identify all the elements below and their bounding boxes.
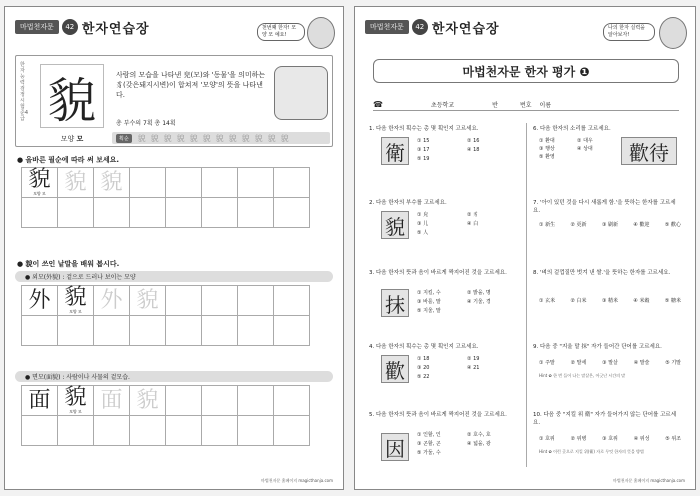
trace-char: 貌	[136, 387, 159, 413]
word2-definition: ● 면모(面貌) : 사람이나 사물의 겉모습.	[15, 371, 333, 382]
option[interactable]: ② 白米	[570, 298, 587, 304]
option[interactable]: ① 호위	[539, 436, 555, 442]
option[interactable]: ③ 儿	[417, 221, 429, 227]
grid-cell[interactable]	[238, 168, 274, 198]
answer-options	[417, 289, 517, 315]
grid-cell[interactable]	[58, 316, 94, 346]
grid-cell[interactable]	[274, 168, 310, 198]
writing-grid	[21, 167, 310, 228]
stroke-order-char: 貌	[189, 133, 198, 143]
speech-bubble: 천번째 한자! 모양 모 예요!	[257, 23, 305, 41]
reading-sound: 모	[76, 135, 84, 143]
illustration-icon	[274, 66, 328, 120]
sheet-header	[15, 17, 150, 37]
option[interactable]: ④ 米穀	[633, 298, 650, 304]
stroke-order-char: 貌	[202, 133, 211, 143]
grid-cell[interactable]	[202, 168, 238, 198]
option[interactable]: ⑤ 22	[417, 374, 430, 380]
trace-char: 外	[100, 287, 123, 313]
grid-cell[interactable]	[166, 386, 202, 416]
option[interactable]: ① 新生	[539, 222, 556, 228]
option[interactable]: ② 19	[467, 356, 480, 362]
question-9	[533, 343, 681, 403]
grid-cell[interactable]	[238, 286, 274, 316]
section-heading-words: ● 貌이 쓰인 낱말을 배워 봅시다.	[17, 260, 120, 268]
question-char: 抹	[381, 289, 409, 317]
grid-cell[interactable]	[58, 168, 94, 198]
number-label: 번호	[519, 102, 532, 109]
question-text: 2. 다음 한자의 부수를 고르세요.	[369, 200, 447, 206]
stroke-order-char: 貌	[228, 133, 237, 143]
stroke-order-char: 貌	[215, 133, 224, 143]
answer-options	[539, 359, 681, 366]
grid-cell[interactable]	[202, 286, 238, 316]
page-title: 한자연습장	[81, 21, 150, 37]
question-char: 歡	[381, 355, 409, 383]
question-5	[369, 411, 517, 479]
option[interactable]: ③ 행상	[539, 146, 555, 152]
grid-cell[interactable]	[22, 416, 58, 446]
word2-sub: 모양 모	[69, 409, 82, 414]
grid-cell[interactable]	[130, 386, 166, 416]
option[interactable]: ③ 17	[417, 147, 430, 153]
main-character: 貌	[40, 64, 104, 128]
option[interactable]: ④ 白	[467, 221, 479, 227]
grid-cell[interactable]	[58, 386, 94, 416]
mascot-icon	[659, 17, 687, 49]
student-info-line	[373, 99, 679, 111]
question-6	[533, 125, 681, 189]
hint-text: Hint ✿ 이런 곳으로 지킬 위(衛) 자로 무엇 한자의 뜻을 방법	[539, 449, 644, 454]
question-text: 8. '벼의 겉껍질만 벗겨 낸 쌀.'을 뜻하는 한자를 고르세요.	[533, 270, 671, 276]
word2-char-1: 面	[28, 387, 51, 413]
stroke-order-char: 貌	[176, 133, 185, 143]
stroke-order-char: 貌	[254, 133, 263, 143]
grid-cell[interactable]	[202, 416, 238, 446]
stroke-order-chars	[138, 133, 289, 144]
page-title: 한자연습장	[431, 21, 500, 37]
practice-sheet	[4, 6, 344, 490]
option[interactable]: ② 대우	[577, 138, 593, 144]
grid-cell[interactable]	[94, 168, 130, 198]
option[interactable]: ② 更新	[570, 222, 587, 228]
word1-char-1: 外	[28, 287, 51, 313]
character-description	[116, 70, 266, 100]
answer-options	[417, 431, 517, 457]
grid-cell[interactable]	[274, 416, 310, 446]
trace-char: 貌	[136, 287, 159, 313]
option[interactable]: ⑤ 가둘, 수	[417, 450, 441, 456]
evaluation-title: 마법천자문 한자 평가 ❶	[373, 59, 679, 83]
grid-cell[interactable]	[94, 386, 130, 416]
grid-cell[interactable]	[94, 198, 130, 228]
model-char: 貌	[28, 167, 51, 192]
option[interactable]: ④ 위성	[633, 436, 650, 442]
option[interactable]: ① 皃	[417, 212, 429, 218]
sheet-header	[365, 17, 500, 37]
word1-grid	[21, 285, 310, 346]
option[interactable]: ② 말세	[570, 360, 587, 366]
grid-cell[interactable]	[130, 198, 166, 228]
grid-cell[interactable]	[22, 168, 58, 198]
option[interactable]: ① 15	[417, 138, 430, 144]
trace-char: 面	[100, 387, 123, 413]
option[interactable]: ④ 歡迎	[633, 222, 650, 228]
grid-cell[interactable]	[94, 286, 130, 316]
exam-level: 한자능력검정시험 준4급	[20, 62, 29, 122]
phone-icon: ☎	[373, 100, 383, 109]
answer-options	[539, 435, 681, 442]
word2-char-2: 貌	[64, 385, 87, 410]
grid-cell[interactable]	[166, 286, 202, 316]
answer-options	[539, 137, 615, 161]
mascot-icon	[307, 17, 335, 49]
grid-cell[interactable]	[58, 286, 94, 316]
lesson-number: 42	[412, 19, 428, 35]
question-7	[533, 199, 681, 253]
question-text: 3. 다음 한자의 뜻과 음이 바르게 짝지어진 것을 고르세요.	[369, 270, 507, 276]
grid-cell[interactable]	[130, 286, 166, 316]
model-sub: 모양 모	[33, 191, 46, 196]
reading-meaning: 모양	[60, 135, 75, 143]
option[interactable]: ⑤ 지울, 말	[417, 308, 441, 314]
stroke-order-label: 획순	[116, 134, 132, 143]
desc-line-2: 豸(갖은돼지시변)이 합쳐져 '모양'의 뜻을 나타낸다.	[116, 81, 263, 99]
grid-cell[interactable]	[130, 168, 166, 198]
stroke-order-char: 貌	[150, 133, 159, 143]
answer-options	[417, 355, 517, 381]
lesson-number: 42	[62, 19, 78, 35]
option[interactable]: ④ 기울, 경	[467, 299, 491, 305]
grid-cell[interactable]	[202, 316, 238, 346]
word1-definition: ● 외모(外貌) : 겉으로 드러나 보이는 모양	[15, 271, 333, 282]
grid-cell[interactable]	[274, 316, 310, 346]
class-label: 반	[492, 102, 498, 109]
question-text: 10. 다음 중 "지킬 위 衛" 자가 들어가지 않는 단어를 고르세요.	[533, 412, 677, 426]
option[interactable]: ③ 호위	[602, 436, 618, 442]
option[interactable]: ① 지킬, 수	[417, 290, 441, 296]
grid-cell[interactable]	[202, 198, 238, 228]
word2-grid	[21, 385, 310, 446]
option[interactable]: ③ 바를, 말	[417, 299, 441, 305]
option[interactable]: ④ 21	[467, 365, 480, 371]
trace-char: 貌	[100, 169, 123, 195]
answer-options	[539, 297, 681, 304]
question-text: 9. 다음 중 "지울 말 抹" 자가 들어간 단어를 고르세요.	[533, 344, 662, 350]
option[interactable]: ④ 말술	[633, 360, 650, 366]
grid-cell[interactable]	[58, 198, 94, 228]
grid-cell[interactable]	[22, 198, 58, 228]
question-3	[369, 269, 517, 337]
grid-cell[interactable]	[22, 286, 58, 316]
question-8	[533, 269, 681, 323]
series-label: 마법천자문	[15, 20, 59, 34]
footer-url: 마법천자문 홈페이지 magicthanja.com	[613, 478, 685, 483]
option[interactable]: ① 주말	[539, 360, 555, 366]
question-4	[369, 343, 517, 407]
question-1	[369, 125, 517, 189]
stroke-order-char: 貌	[267, 133, 276, 143]
grid-cell[interactable]	[274, 286, 310, 316]
grid-cell[interactable]	[238, 416, 274, 446]
stroke-order-bar	[112, 132, 330, 144]
grid-cell[interactable]	[22, 386, 58, 416]
option[interactable]: ① 환대	[539, 138, 555, 144]
option[interactable]: ⑤ 19	[417, 156, 430, 162]
grid-cell[interactable]	[166, 168, 202, 198]
option[interactable]: ② 호수, 호	[467, 432, 491, 438]
column-divider	[526, 123, 527, 467]
question-text: 5. 다음 한자의 뜻과 음이 바르게 짝지어진 것을 고르세요.	[369, 412, 507, 418]
stroke-order-char: 貌	[137, 133, 146, 143]
stroke-order-char: 貌	[163, 133, 172, 143]
word1-char-2: 貌	[64, 285, 87, 310]
desc-line-1: 사람의 모습을 나타낸 皃(모)와 '동물'을 의미하는	[116, 71, 266, 79]
footer-url: 마법천자문 홈페이지 magicthanja.com	[261, 478, 333, 483]
name-label: 이름	[539, 102, 552, 109]
grid-cell[interactable]	[274, 386, 310, 416]
grid-cell[interactable]	[166, 198, 202, 228]
option[interactable]: ② 밝을, 명	[467, 290, 491, 296]
stroke-order-char: 貌	[280, 133, 289, 143]
grid-cell[interactable]	[130, 416, 166, 446]
speech-bubble: 나의 한자 실력을 알아보자!	[603, 23, 655, 41]
answer-options	[539, 221, 681, 228]
question-text: 7. '아이 있던 것을 다시 새롭게 함.'을 뜻하는 한자를 고르세요.	[533, 200, 676, 214]
question-2	[369, 199, 517, 263]
question-text: 1. 다음 한자의 획수는 총 몇 획인지 고르세요.	[369, 126, 479, 132]
question-word: 歡待	[621, 137, 677, 165]
option[interactable]: ① 玄米	[539, 298, 556, 304]
option[interactable]: ① 18	[417, 356, 430, 362]
grid-cell[interactable]	[94, 416, 130, 446]
grid-cell[interactable]	[274, 198, 310, 228]
option[interactable]: ① 인할, 인	[417, 432, 441, 438]
option[interactable]: ③ 곤할, 곤	[417, 441, 441, 447]
option[interactable]: ⑤ 糖米	[664, 298, 681, 304]
grid-cell[interactable]	[94, 316, 130, 346]
option[interactable]: ⑤ 위조	[665, 436, 681, 442]
reading-label	[40, 134, 104, 144]
character-info-box	[15, 55, 333, 147]
grid-cell[interactable]	[202, 386, 238, 416]
option[interactable]: ② 16	[467, 138, 480, 144]
option[interactable]: ⑤ 歡心	[664, 222, 681, 228]
option[interactable]: ③ 말살	[602, 360, 618, 366]
grid-cell[interactable]	[166, 316, 202, 346]
option[interactable]: ⑤ 人	[417, 230, 429, 236]
answer-options	[417, 211, 517, 237]
grid-cell[interactable]	[166, 416, 202, 446]
question-text: 4. 다음 한자의 획수는 총 몇 획인지 고르세요.	[369, 344, 479, 350]
evaluation-sheet	[354, 6, 696, 490]
grid-cell[interactable]	[130, 316, 166, 346]
series-label: 마법천자문	[365, 20, 409, 34]
answer-options	[417, 137, 517, 163]
grid-cell[interactable]	[22, 316, 58, 346]
option[interactable]: ⑤ 기말	[665, 360, 681, 366]
grid-cell[interactable]	[238, 316, 274, 346]
question-10	[533, 411, 681, 471]
grid-cell[interactable]	[58, 416, 94, 446]
option[interactable]: ④ 18	[467, 147, 480, 153]
option[interactable]: ③ 20	[417, 365, 430, 371]
grid-cell[interactable]	[238, 198, 274, 228]
option[interactable]: ② 豸	[467, 212, 479, 218]
school-label: 초등학교	[430, 102, 455, 109]
option[interactable]: ③ 精米	[601, 298, 619, 304]
hint-text: Hint ✿ 한 번 들어 나는 말살은, 어긋난 시간의 말	[539, 373, 626, 378]
question-char: 貌	[381, 211, 409, 239]
stroke-count: 총 부수의 7획 총 14획	[116, 120, 176, 127]
word1-sub: 모양 모	[69, 309, 82, 314]
trace-char: 貌	[64, 169, 87, 195]
section-heading-writing: ● 올바른 필순에 따라 써 보세요.	[17, 156, 120, 164]
question-char: 衛	[381, 137, 409, 165]
question-text: 6. 다음 한자의 소리를 고르세요.	[533, 126, 611, 132]
option[interactable]: ⑤ 환영	[539, 154, 555, 160]
question-char: 因	[381, 433, 409, 461]
stroke-order-char: 貌	[241, 133, 250, 143]
option[interactable]: ④ 상대	[577, 146, 593, 152]
option[interactable]: ④ 넓을, 광	[467, 441, 491, 447]
grid-cell[interactable]	[238, 386, 274, 416]
option[interactable]: ③ 刷新	[601, 222, 619, 228]
option[interactable]: ② 위병	[570, 436, 587, 442]
